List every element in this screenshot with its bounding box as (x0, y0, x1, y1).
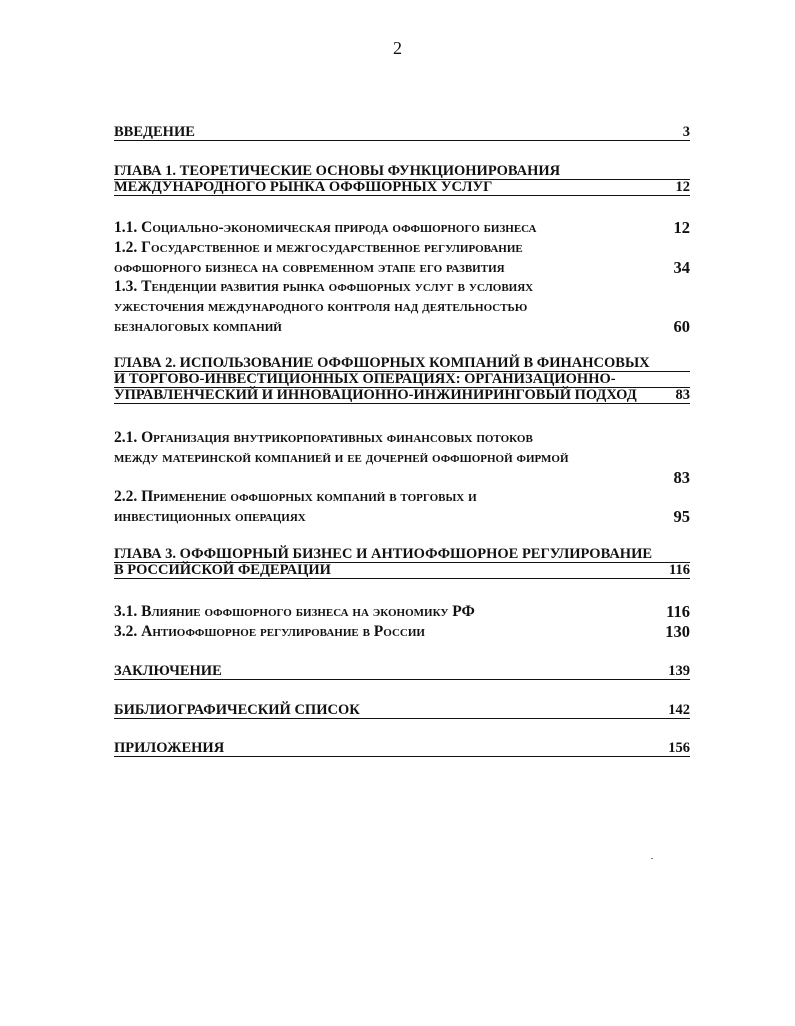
scan-speck (651, 858, 653, 859)
toc-s22-line-1: 2.2. Применение оффшорных компаний в торговых и (114, 488, 477, 505)
toc-s11-page: 12 (673, 218, 690, 237)
toc-ch3-line-2: В РОССИЙСКОЙ ФЕДЕРАЦИИ (114, 562, 331, 578)
toc-entry-appendix[interactable] (114, 741, 690, 757)
toc-s32-line-1: 3.2. Антиоффшорное регулирование в России (114, 623, 425, 640)
toc-conclusion-page: 139 (668, 663, 690, 679)
toc-entry-section-1-3[interactable] (114, 277, 690, 337)
toc-entry-section-2-2[interactable] (114, 487, 690, 527)
toc-s12-line-1: 1.2. Государственное и межгосударственное регулирование (114, 239, 523, 256)
toc-appendix-page: 156 (668, 740, 690, 756)
toc-ch2-line-1: ГЛАВА 2. ИСПОЛЬЗОВАНИЕ ОФФШОРНЫХ КОМПАНИЙ В ФИНАНСОВЫХ (114, 355, 650, 371)
toc-entry-chapter-3[interactable] (114, 547, 690, 579)
toc-entry-chapter-2[interactable] (114, 356, 690, 404)
toc-s12-page: 34 (673, 258, 690, 277)
toc-entry-section-1-1[interactable] (114, 218, 690, 238)
toc-intro-page: 3 (682, 124, 690, 140)
toc-entry-section-3-1[interactable] (114, 602, 690, 622)
toc-s21-line-2: между материнской компанией и ее дочерней оффшорной фирмой (114, 449, 569, 466)
toc-bibliography-page: 142 (668, 702, 690, 718)
toc-s13-line-2: ужесточения международного контроля над деятельностью (114, 298, 528, 315)
toc-ch1-line-2: МЕЖДУНАРОДНОГО РЫНКА ОФФШОРНЫХ УСЛУГ (114, 179, 493, 195)
toc-ch3-page: 116 (669, 562, 690, 578)
toc-s21-page: 83 (673, 468, 690, 487)
toc-entry-section-2-1[interactable] (114, 428, 690, 488)
toc-s32-page: 130 (665, 622, 690, 641)
toc-ch2-line-2: И ТОРГОВО-ИНВЕСТИЦИОННЫХ ОПЕРАЦИЯХ: ОРГАНИЗАЦИОННО- (114, 371, 616, 387)
toc-s31-page: 116 (666, 602, 690, 621)
toc-s22-line-2: инвестиционных операциях (114, 508, 306, 525)
toc-ch1-line-1: ГЛАВА 1. ТЕОРЕТИЧЕСКИЕ ОСНОВЫ ФУНКЦИОНИРОВАНИЯ (114, 163, 561, 179)
toc-s11-line-1: 1.1. Социально-экономическая природа оффшорного бизнеса (114, 219, 537, 236)
toc-entry-section-3-2[interactable] (114, 622, 690, 642)
toc-ch1-page: 12 (675, 179, 690, 195)
toc-entry-chapter-1[interactable] (114, 164, 690, 196)
toc-s13-line-3: безналоговых компаний (114, 318, 282, 335)
toc-ch2-page: 83 (675, 387, 690, 403)
toc-s31-line-1: 3.1. Влияние оффшорного бизнеса на экономику РФ (114, 603, 475, 620)
toc-intro-title: ВВЕДЕНИЕ (114, 124, 195, 140)
toc-entry-section-1-2[interactable] (114, 238, 690, 278)
toc-ch3-line-1: ГЛАВА 3. ОФФШОРНЫЙ БИЗНЕС И АНТИОФФШОРНОЕ РЕГУЛИРОВАНИЕ (114, 546, 653, 562)
toc-appendix-title: ПРИЛОЖЕНИЯ (114, 740, 225, 756)
toc-s12-line-2: оффшорного бизнеса на современном этапе его развития (114, 259, 505, 276)
toc-bibliography-title: БИБЛИОГРАФИЧЕСКИЙ СПИСОК (114, 702, 360, 718)
toc-entry-bibliography[interactable] (114, 703, 690, 719)
toc-s21-line-1: 2.1. Организация внутрикорпоративных финансовых потоков (114, 429, 533, 446)
toc-s22-page: 95 (673, 507, 690, 526)
toc-s13-page: 60 (673, 317, 690, 336)
toc-entry-conclusion[interactable] (114, 664, 690, 680)
toc-conclusion-title: ЗАКЛЮЧЕНИЕ (114, 663, 222, 679)
toc-s13-line-1: 1.3. Тенденции развития рынка оффшорных услуг в условиях (114, 278, 534, 295)
toc-entry-intro[interactable] (114, 125, 690, 141)
page-number: 2 (393, 38, 402, 58)
toc-ch2-line-3: УПРАВЛЕНЧЕСКИЙ И ИННОВАЦИОННО-ИНЖИНИРИНГОВЫЙ ПОДХОД (114, 387, 637, 403)
